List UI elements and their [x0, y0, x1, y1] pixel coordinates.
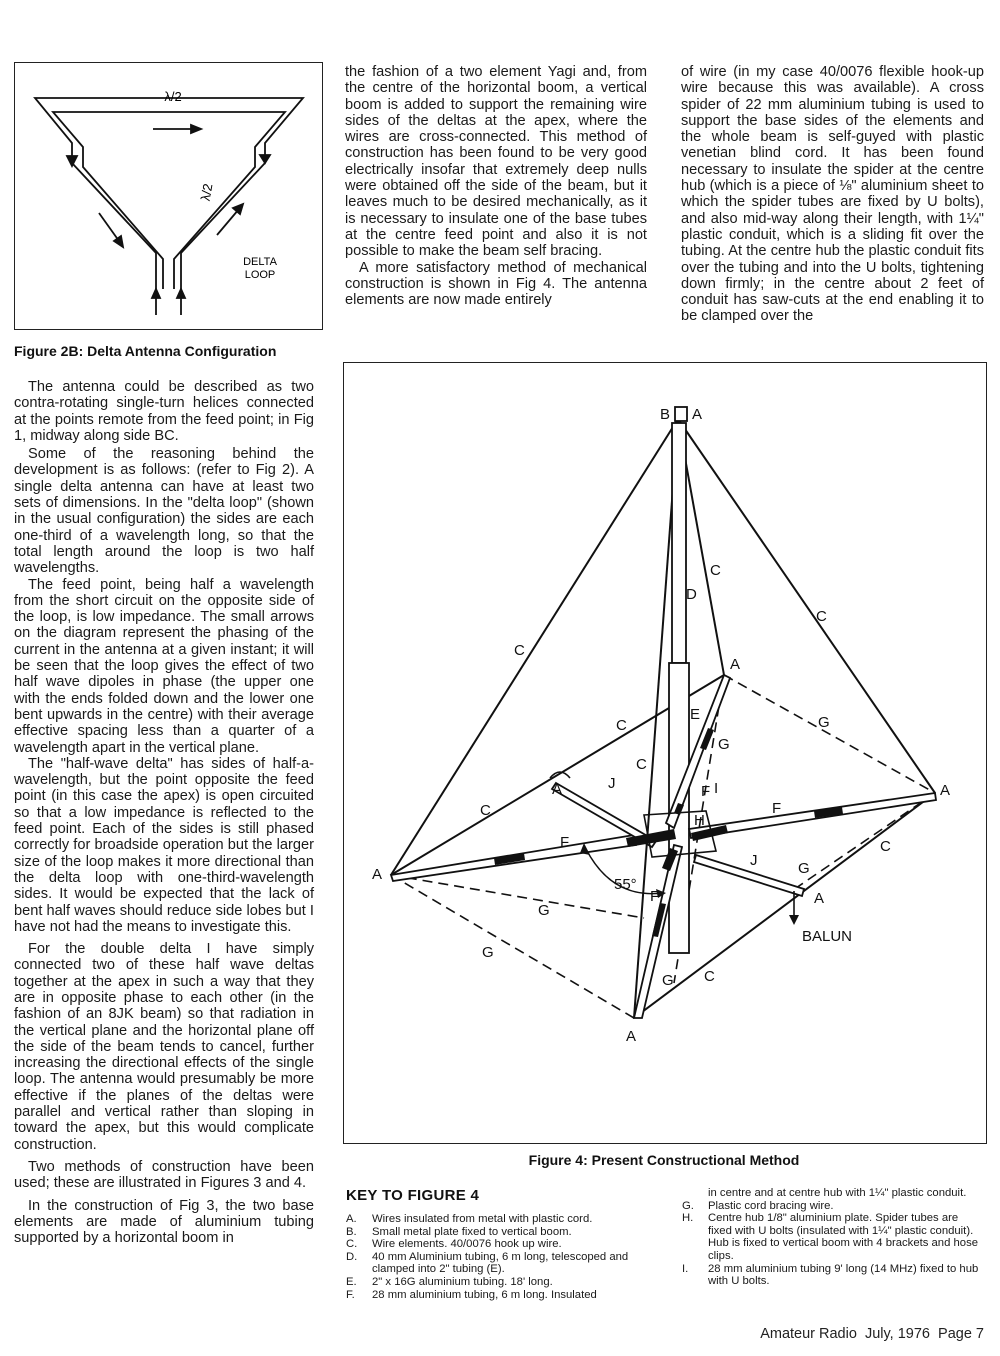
paragraph: Some of the reasoning behind the development is as follows: (refer to Fig 2). A single delta antenna can have at least two sets of dimensions. In the "delta loop" (shown in the usual configuration) the sides are each one-third of a wavelength long, so that the total length around the loop is two half wavelengths. — [14, 446, 314, 577]
label-G: G — [718, 736, 730, 753]
figure-4-diagram — [344, 363, 986, 1143]
key-item: A. Wires insulated from metal with plastic cord. — [346, 1213, 593, 1225]
key-item-continued: in centre and at centre hub with 1¼" plastic conduit. — [708, 1187, 967, 1199]
label-A-right: A — [940, 782, 951, 799]
key-item: B. Small metal plate fixed to vertical boom. — [346, 1225, 572, 1238]
figure-2b-caption: Figure 2B: Delta Antenna Configuration — [14, 343, 277, 359]
label-F: F — [772, 800, 782, 817]
balun-label: BALUN — [802, 928, 853, 945]
middle-column — [345, 64, 647, 308]
right-column — [681, 64, 984, 325]
label-E: E — [690, 706, 701, 723]
label-C: C — [480, 802, 491, 819]
paragraph: Two methods of construction have been used; these are illustrated in Figures 3 and 4. — [14, 1158, 314, 1192]
label-G: G — [798, 860, 810, 877]
paragraph: The antenna could be described as two contra-rotating single-turn helices connected at the points remote from the feed point; in Fig 1, midway along side BC. — [14, 379, 314, 444]
angle-label: 55° — [614, 876, 637, 893]
figure-4-box — [343, 362, 987, 1144]
delta-label-line1: DELTA — [243, 256, 277, 268]
left-column — [14, 379, 314, 1246]
label-G: G — [818, 714, 830, 731]
label-A-top: A — [692, 406, 703, 423]
key-title: KEY TO FIGURE 4 — [346, 1187, 480, 1204]
paragraph: The feed point, being half a wavelength from the short circuit on the opposite side of the loop, is low impedance. The small arrows on the diagram represent the phasing of the current in the antenna at a given instant; it will be seen that the loop gives the effect of two half wave dipoles in phase (the upper one with the ends folded down and the lower one bent upwards in the centre) with their average effective spacing less than a quarter of a wavelength apart in the vertical plane. — [14, 576, 314, 756]
label-I: I — [714, 780, 719, 797]
label-B: B — [660, 406, 671, 423]
label-A: A — [814, 890, 825, 907]
key-left-list — [346, 1213, 654, 1301]
paragraph: of wire (in my case 40/0076 flexible hook-up wire because this was available). A cross spider of 22 mm aluminium tubing is used to support the base sides of the elements and the whole beam is self-guyed with plastic venetian blind cord. It has been found necessary to insulate the spider at the centre hub (which is a piece of ⅛" aluminium sheet to which the spider tubes are fixed by U bolts), and also mid-way along their length, with 1¼" plastic conduit, which is a sliding fit over the tubing. At the centre hub the plastic conduit fits over the tubing and into the U bolts, tightening down firmly; in the centre about 2 feet of conduit has saw-cuts at the end enabling it to be clamped over the — [681, 64, 984, 325]
page-footer: Amateur Radio July, 1976 Page 7 — [760, 1326, 984, 1342]
label-F: F — [701, 783, 711, 800]
label-C: C — [816, 608, 827, 625]
key-item: E. 2" x 16G aluminium tubing. 18' long. — [346, 1275, 553, 1288]
label-J: J — [608, 775, 616, 792]
key-item: I. 28 mm aluminium tubing 9' long (14 MHz) fixed to hub with U bolts. — [682, 1262, 979, 1288]
label-J: J — [750, 852, 758, 869]
paragraph: In the construction of Fig 3, the two base elements are made of aluminium tubing supported by a horizontal boom in — [14, 1197, 314, 1247]
label-G: G — [662, 972, 674, 989]
label-C: C — [704, 968, 715, 985]
paragraph: A more satisfactory method of mechanical construction is shown in Fig 4. The antenna elements are now made entirely — [345, 259, 647, 309]
key-item: F. 28 mm aluminium tubing, 6 m long. Insulated — [346, 1288, 597, 1301]
half-wave-top-label: λ/2 — [164, 89, 182, 104]
label-F: F — [560, 834, 570, 851]
label-C: C — [616, 717, 627, 734]
figure-2b-box — [14, 62, 323, 330]
paragraph: the fashion of a two element Yagi and, from the centre of the horizontal boom, a vertical boom is added to support the remaining wire sides of the deltas at the apex, where the wires are cross-connected. This method of construction has been found to be very good electrically insofar that extremely deep nulls were obtained off the side of the beam, but it leaves much to be desired mechanically, as it is necessary to insulate one of the base tubes at the centre feed point and also it is not possible to make the beam self bracing. — [345, 64, 647, 260]
label-G: G — [482, 944, 494, 961]
half-wave-side-label: λ/2 — [197, 182, 216, 203]
paragraph: The "half-wave delta" has sides of half-a-wavelength, but the point opposite the feed point (in this case the apex) is open circuited so that a low impedance is reflected to the feed point. Each of the sides is still phased correctly for broadside operation but the larger size of the loop makes it more directional than the delta loop with one-third-wavelength sides. It would be expected that the lack of bent half waves should reduce side lobes but I have not had the means to investigate this. — [14, 755, 314, 935]
label-F: F — [650, 888, 660, 905]
figure-4-caption: Figure 4: Present Constructional Method — [528, 1152, 800, 1168]
label-C: C — [514, 642, 525, 659]
label-A: A — [552, 781, 563, 798]
label-D: D — [686, 586, 697, 603]
paragraph: For the double delta I have simply connected two of these half wave deltas together at the apex in such a way that they are in opposite phase to each other (in the fashion of an 8JK beam) so that radiation in the vertical plane and the horizontal plane off the side of the beam tends to cancel, further increasing the directional effects of the single loop. The antenna would presumably be more effective if the planes of the deltas were parallel and vertical rather than sloping in toward the apex, but this would complicate construction. — [14, 941, 314, 1153]
key-item: G. Plastic cord bracing wire. — [682, 1199, 834, 1212]
key-item: C. Wire elements. 40/0076 hook up wire. — [346, 1238, 562, 1251]
figure-2b-diagram — [15, 63, 322, 329]
label-G: G — [538, 902, 550, 919]
key-right-list — [682, 1187, 984, 1288]
label-H: H — [694, 812, 705, 829]
key-item: H. Centre hub 1/8" aluminium plate. Spider tubes are fixed with U bolts (insulated with 1¼" plastic conduit). Hub is fixed to vertical boom with 4 brackets and hose clips. — [682, 1212, 979, 1262]
label-A-left: A — [372, 866, 383, 883]
label-C: C — [880, 838, 891, 855]
key-item: D. 40 mm Aluminium tubing, 6 m long, telescoped and clamped into 2" tubing (E). — [346, 1250, 629, 1276]
label-A: A — [730, 656, 741, 673]
delta-label-line2: LOOP — [244, 269, 276, 281]
label-A-bottom: A — [626, 1028, 637, 1045]
label-C: C — [710, 562, 721, 579]
label-C: C — [636, 756, 647, 773]
